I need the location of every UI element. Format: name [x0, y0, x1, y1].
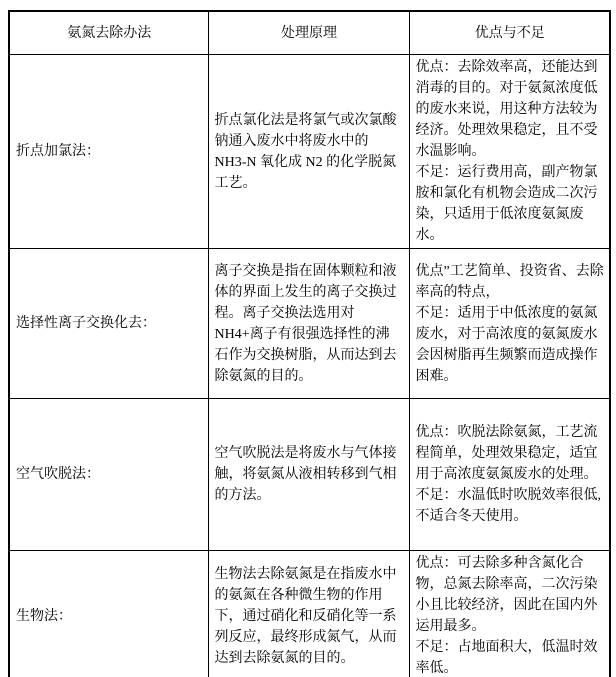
ammonia-removal-table: [8, 10, 611, 677]
cons-text: 不足：占地面积大，低温时效率低。: [415, 640, 598, 676]
table-row-air-stripping: [9, 399, 610, 551]
pros-text: 优点：可去除多种含氮化合物，总氮去除率高，二次污染小且比较经济，因此在国内外运用最多。: [415, 556, 598, 634]
pros-text: 优点”工艺简单、投资省、去除率高的特点，: [415, 263, 604, 300]
header-principle: 处理原理: [208, 11, 409, 55]
principle-cell: 折点氯化法是将氯气或次氯酸钠通入废水中将废水中的 NH3-N 氧化成 N2 的化学脱氮工艺。: [208, 55, 409, 249]
table-row-breakpoint-chlorination: [9, 55, 610, 249]
principle-cell: 离子交换是指在固体颗粒和液体的界面上发生的离子交换过程。离子交换法选用对 NH4+离子有很强选择性的沸石作为交换树脂，从而达到去除氨氮的目的。: [208, 249, 409, 399]
header-method: 氨氮去除办法: [9, 11, 208, 55]
principle-cell: 空气吹脱法是将废水与气体接触，将氨氮从液相转移到气相的方法。: [208, 399, 409, 551]
table-header-row: [9, 11, 610, 55]
pros-cons-cell: [409, 551, 610, 677]
pros-text: 优点：吹脱法除氨氮，工艺流程简单，处理效果稳定，适宜用于高浓度氨氮废水的处理。: [415, 425, 598, 482]
method-cell: 折点加氯法：: [9, 55, 208, 249]
method-cell: 空气吹脱法：: [9, 399, 208, 551]
method-cell: 生物法：: [9, 551, 208, 677]
table-row-ion-exchange: [9, 249, 610, 399]
cons-text: 不足：水温低时吹脱效率很低,不适合冬天使用。: [415, 488, 601, 524]
pros-cons-cell: [409, 55, 610, 249]
cons-text: 不足：适用于中低浓度的氨氮废水，对于高浓度的氨氮废水会因树脂再生频繁而造成操作困难。: [415, 305, 598, 384]
method-cell: 选择性离子交换化去：: [9, 249, 208, 399]
pros-cons-cell: [409, 399, 610, 551]
cons-text: 不足：运行费用高，副产物氯胺和氯化有机物会造成二次污染，只适用于低浓度氨氮废水。: [415, 165, 598, 243]
header-pros-cons: 优点与不足: [409, 11, 610, 55]
pros-text: 优点：去除效率高，还能达到消毒的目的。对于氨氮浓度低的废水来说，用这种方法较为经济。处理效果稳定，且不受水温影响。: [415, 60, 598, 159]
principle-cell: 生物法去除氨氮是在指废水中的氨氮在各种微生物的作用下，通过硝化和反硝化等一系列反应，最终形成氮气，从而达到去除氨氮的目的。: [208, 551, 409, 677]
pros-cons-cell: [409, 249, 610, 399]
table-row-biological: [9, 551, 610, 677]
